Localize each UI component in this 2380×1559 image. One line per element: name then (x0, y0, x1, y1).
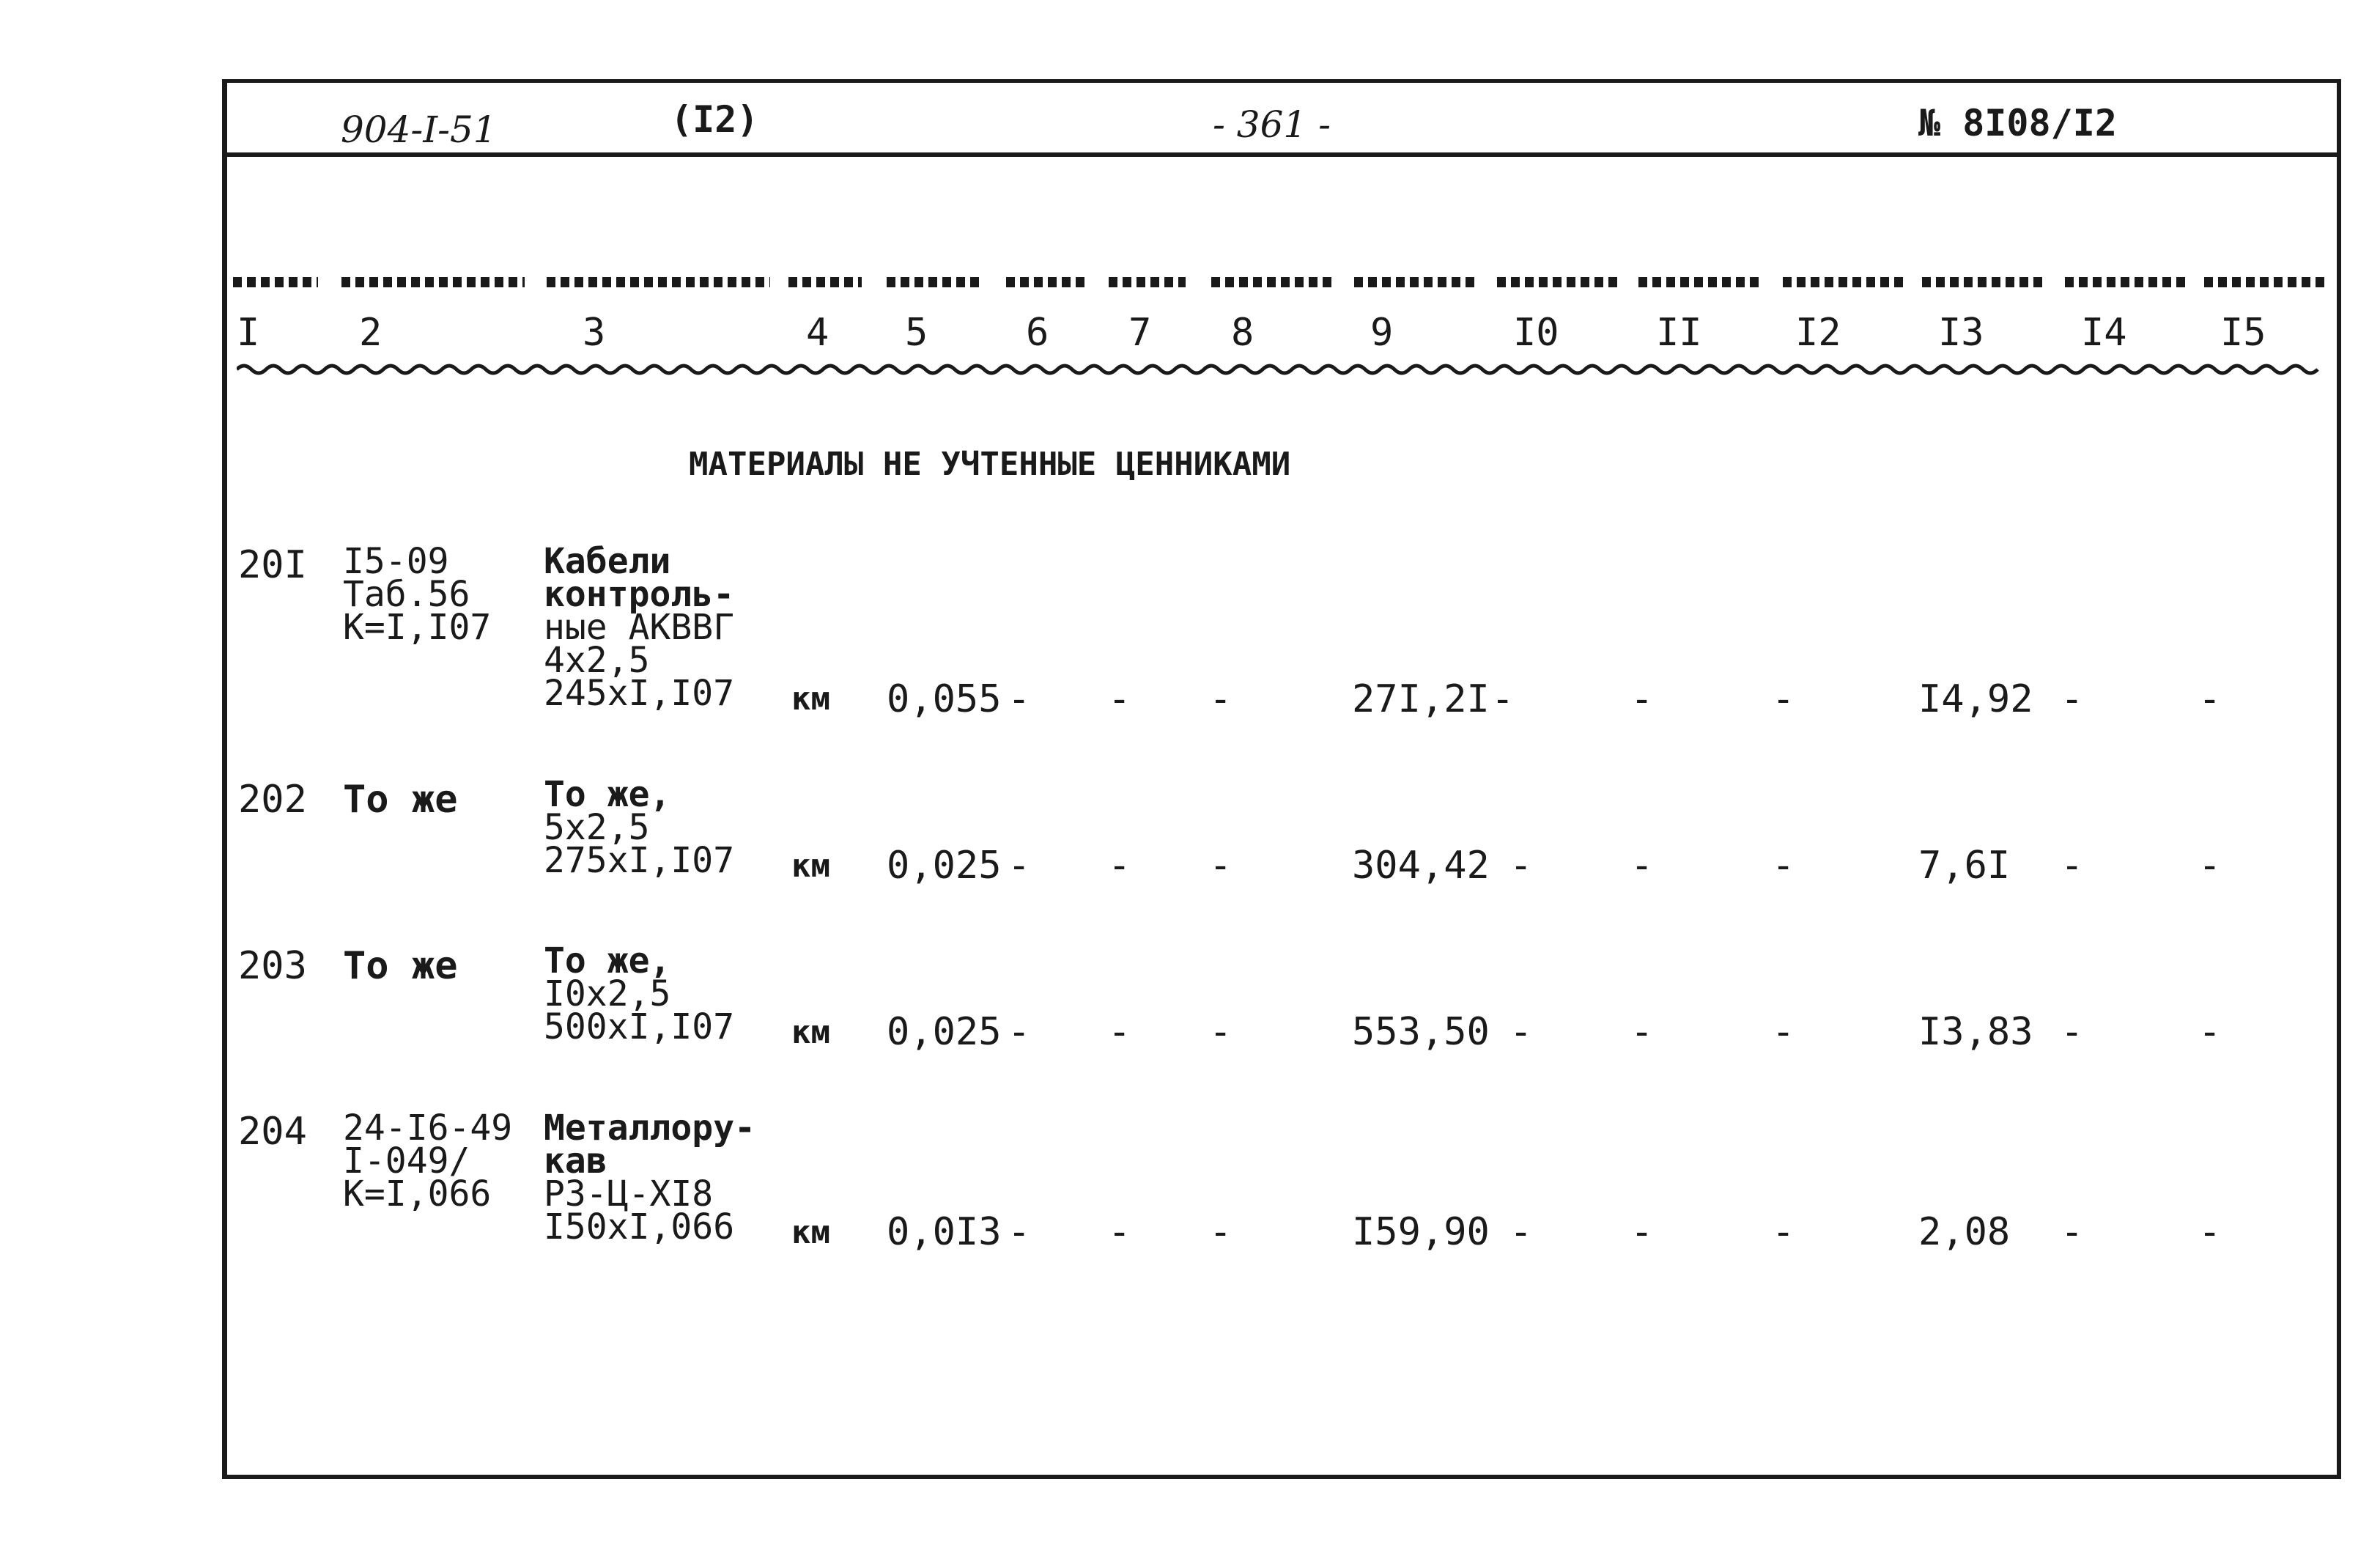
empty-dash: - (1509, 844, 1533, 888)
price-reference-line: Таб.56 (343, 574, 470, 615)
column-number: 9 (1370, 311, 1394, 355)
empty-dash: - (1108, 1010, 1131, 1054)
empty-dash: - (2061, 844, 2084, 888)
empty-dash: - (1772, 677, 1795, 721)
quantity: 0,0I3 (887, 1210, 1002, 1254)
row-number: 203 (238, 944, 307, 988)
column-number: 5 (905, 311, 928, 355)
item-name-line: То же, (544, 940, 671, 981)
empty-dash: - (1209, 1210, 1232, 1254)
empty-dash: - (1008, 1210, 1031, 1254)
column-dash-separator (233, 277, 2325, 287)
item-name-line: 4х2,5 (544, 640, 650, 681)
unit-price: I59,90 (1352, 1210, 1490, 1254)
page-frame (222, 79, 2341, 1479)
empty-dash: - (1772, 1010, 1795, 1054)
wavy-divider (237, 358, 2325, 375)
item-name-line: 245хI,I07 (544, 673, 735, 714)
item-name-line: ные АКВВГ (544, 607, 735, 648)
item-name-line: Металлору- (544, 1107, 755, 1149)
quantity: 0,025 (887, 1010, 1002, 1054)
unit: км (791, 1014, 830, 1051)
empty-dash: - (1630, 1010, 1654, 1054)
item-name-line: кав (544, 1140, 607, 1182)
item-name-line: 500хI,I07 (544, 1006, 735, 1047)
column-number: 2 (359, 311, 382, 355)
item-name-line: 5х2,5 (544, 807, 650, 848)
unit: км (791, 847, 830, 885)
quantity: 0,055 (887, 677, 1002, 721)
column-number: I0 (1513, 311, 1559, 355)
row-number: 20I (238, 543, 307, 587)
empty-dash: - (2198, 1210, 2222, 1254)
price-reference-line: То же (343, 944, 458, 988)
item-name-line: контроль- (544, 574, 735, 615)
unit: км (791, 680, 830, 718)
empty-dash: - (2061, 1010, 2084, 1054)
price-reference-line: То же (343, 778, 458, 822)
item-name-line: Р3-Ц-ХI8 (544, 1173, 714, 1215)
price-reference-line: 24-I6-49 (343, 1107, 513, 1149)
empty-dash: - (1491, 677, 1515, 721)
part-number: (I2) (670, 98, 759, 141)
total-cost: I4,92 (1918, 677, 2033, 721)
empty-dash: - (1630, 1210, 1654, 1254)
document-number: № 8I08/I2 (1918, 102, 2117, 144)
empty-dash: - (1209, 1010, 1232, 1054)
total-cost: I3,83 (1918, 1010, 2033, 1054)
total-cost: 7,6I (1918, 844, 2011, 888)
empty-dash: - (2061, 1210, 2084, 1254)
empty-dash: - (1008, 677, 1031, 721)
item-name-line: То же, (544, 774, 671, 815)
item-name-line: I0х2,5 (544, 973, 671, 1014)
column-number: I5 (2220, 311, 2266, 355)
empty-dash: - (1630, 844, 1654, 888)
section-title: МАТЕРИАЛЫ НЕ УЧТЕННЫЕ ЦЕННИКАМИ (689, 446, 1291, 483)
empty-dash: - (2198, 844, 2222, 888)
column-number: II (1656, 311, 1702, 355)
empty-dash: - (1209, 844, 1232, 888)
empty-dash: - (1509, 1210, 1533, 1254)
total-cost: 2,08 (1918, 1210, 2011, 1254)
column-number: 3 (583, 311, 606, 355)
empty-dash: - (1772, 844, 1795, 888)
item-name-line: Кабели (544, 541, 671, 582)
item-name-line: 275хI,I07 (544, 840, 735, 881)
empty-dash: - (1008, 844, 1031, 888)
empty-dash: - (1209, 677, 1232, 721)
project-code: 904-I-51 (341, 108, 497, 151)
empty-dash: - (1008, 1010, 1031, 1054)
empty-dash: - (1108, 844, 1131, 888)
empty-dash: - (1108, 677, 1131, 721)
empty-dash: - (2198, 1010, 2222, 1054)
unit: км (791, 1214, 830, 1251)
empty-dash: - (1630, 677, 1654, 721)
empty-dash: - (2198, 677, 2222, 721)
header-divider (222, 152, 2341, 157)
empty-dash: - (1509, 1010, 1533, 1054)
column-number: 4 (806, 311, 829, 355)
empty-dash: - (1772, 1210, 1795, 1254)
column-number: 6 (1026, 311, 1049, 355)
page-number: - 361 - (1213, 103, 1331, 146)
column-number: I (237, 311, 260, 355)
unit-price: 553,50 (1352, 1010, 1490, 1054)
column-number: I4 (2081, 311, 2127, 355)
price-reference-line: I-049/ (343, 1140, 470, 1182)
unit-price: 27I,2I (1352, 677, 1490, 721)
quantity: 0,025 (887, 844, 1002, 888)
row-number: 204 (238, 1110, 307, 1154)
price-reference-line: I5-09 (343, 541, 449, 582)
row-number: 202 (238, 778, 307, 822)
column-number: I2 (1795, 311, 1841, 355)
price-reference-line: К=I,066 (343, 1173, 492, 1215)
column-number: 8 (1231, 311, 1254, 355)
item-name-line: I50хI,066 (544, 1206, 735, 1247)
empty-dash: - (2061, 677, 2084, 721)
empty-dash: - (1108, 1210, 1131, 1254)
unit-price: 304,42 (1352, 844, 1490, 888)
price-reference-line: К=I,I07 (343, 607, 492, 648)
column-number: 7 (1128, 311, 1152, 355)
column-number: I3 (1938, 311, 1984, 355)
